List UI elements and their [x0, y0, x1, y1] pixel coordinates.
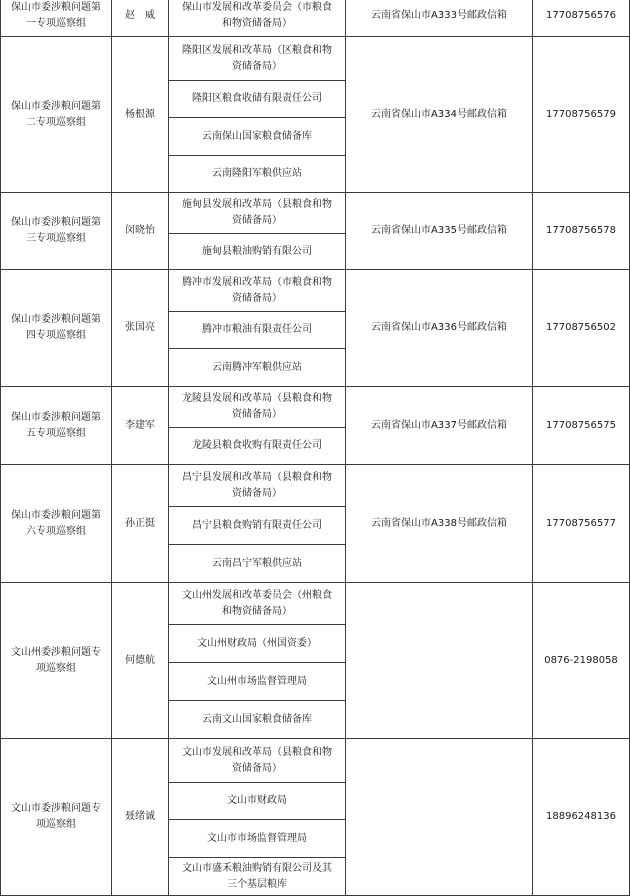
table-row [1, 0, 630, 37]
phone-cell: 17708756576 [533, 0, 630, 37]
leader-cell: 杨根源 [112, 37, 169, 193]
phone-cell: 17708756502 [533, 270, 630, 387]
unit-cell: 文山市市场监督管理局 [169, 820, 346, 858]
leader-cell: 何德航 [112, 583, 169, 739]
leader-cell: 聂绪诚 [112, 739, 169, 896]
unit-cell: 文山市发展和改革局（县粮食和物资储备局） [169, 739, 346, 783]
table-row [1, 583, 630, 625]
unit-cell: 文山市盛禾粮油购销有限公司及其三个基层粮库 [169, 858, 346, 896]
table-row [1, 270, 630, 312]
group-name-cell: 保山市委涉粮问题第六专项巡察组 [1, 465, 112, 583]
unit-cell: 云南腾冲军粮供应站 [169, 349, 346, 387]
unit-cell: 腾冲市粮油有限责任公司 [169, 312, 346, 349]
unit-cell: 施甸县发展和改革局（县粮食和物资储备局） [169, 193, 346, 234]
group-name-cell: 保山市委涉粮问题第二专项巡察组 [1, 37, 112, 193]
unit-cell: 文山市财政局 [169, 783, 346, 820]
phone-cell: 18896248136 [533, 739, 630, 896]
table-row [1, 387, 630, 428]
unit-cell: 昌宁县发展和改革局（县粮食和物资储备局） [169, 465, 346, 507]
leader-cell: 张国亮 [112, 270, 169, 387]
group-name-cell: 保山市委涉粮问题第五专项巡察组 [1, 387, 112, 465]
unit-cell: 文山州市场监督管理局 [169, 663, 346, 701]
table-row [1, 37, 630, 81]
phone-cell: 17708756575 [533, 387, 630, 465]
unit-cell: 云南保山国家粮食储备库 [169, 118, 346, 156]
unit-cell: 云南文山国家粮食储备库 [169, 701, 346, 739]
table-row [1, 193, 630, 234]
unit-cell: 文山州财政局（州国资委） [169, 625, 346, 663]
leader-cell: 闵晓怡 [112, 193, 169, 270]
unit-cell: 隆阳区粮食收储有限责任公司 [169, 81, 346, 118]
unit-cell: 施甸县粮油购销有限公司 [169, 234, 346, 270]
mailbox-cell: 云南省保山市A338号邮政信箱 [346, 465, 533, 583]
mailbox-cell: 云南省保山市A333号邮政信箱 [346, 0, 533, 37]
unit-cell: 昌宁县粮食购销有限责任公司 [169, 507, 346, 545]
mailbox-cell: 云南省保山市A337号邮政信箱 [346, 387, 533, 465]
unit-cell: 文山州发展和改革委员会（州粮食和物资储备局） [169, 583, 346, 625]
unit-cell: 云南隆阳军粮供应站 [169, 156, 346, 193]
leader-cell: 李建军 [112, 387, 169, 465]
unit-cell: 腾冲市发展和改革局（市粮食和物资储备局） [169, 270, 346, 312]
leader-cell: 赵 威 [112, 0, 169, 37]
mailbox-cell: 云南省保山市A336号邮政信箱 [346, 270, 533, 387]
leader-cell: 孙正挺 [112, 465, 169, 583]
unit-cell: 保山市发展和改革委员会（市粮食和物资储备局） [169, 0, 346, 37]
unit-cell: 龙陵县发展和改革局（县粮食和物资储备局） [169, 387, 346, 428]
phone-cell: 17708756577 [533, 465, 630, 583]
mailbox-cell [346, 583, 533, 739]
phone-cell: 0876-2198058 [533, 583, 630, 739]
mailbox-cell [346, 739, 533, 896]
group-name-cell: 文山州委涉粮问题专项巡察组 [1, 583, 112, 739]
group-name-cell: 保山市委涉粮问题第一专项巡察组 [1, 0, 112, 37]
mailbox-cell: 云南省保山市A334号邮政信箱 [346, 37, 533, 193]
group-name-cell: 保山市委涉粮问题第三专项巡察组 [1, 193, 112, 270]
unit-cell: 龙陵县粮食收购有限责任公司 [169, 428, 346, 465]
group-name-cell: 保山市委涉粮问题第四专项巡察组 [1, 270, 112, 387]
mailbox-cell: 云南省保山市A335号邮政信箱 [346, 193, 533, 270]
unit-cell: 云南昌宁军粮供应站 [169, 545, 346, 583]
unit-cell: 隆阳区发展和改革局（区粮食和物资储备局） [169, 37, 346, 81]
table-row [1, 739, 630, 783]
group-name-cell: 文山市委涉粮问题专项巡察组 [1, 739, 112, 896]
table-row [1, 465, 630, 507]
phone-cell: 17708756579 [533, 37, 630, 193]
phone-cell: 17708756578 [533, 193, 630, 270]
